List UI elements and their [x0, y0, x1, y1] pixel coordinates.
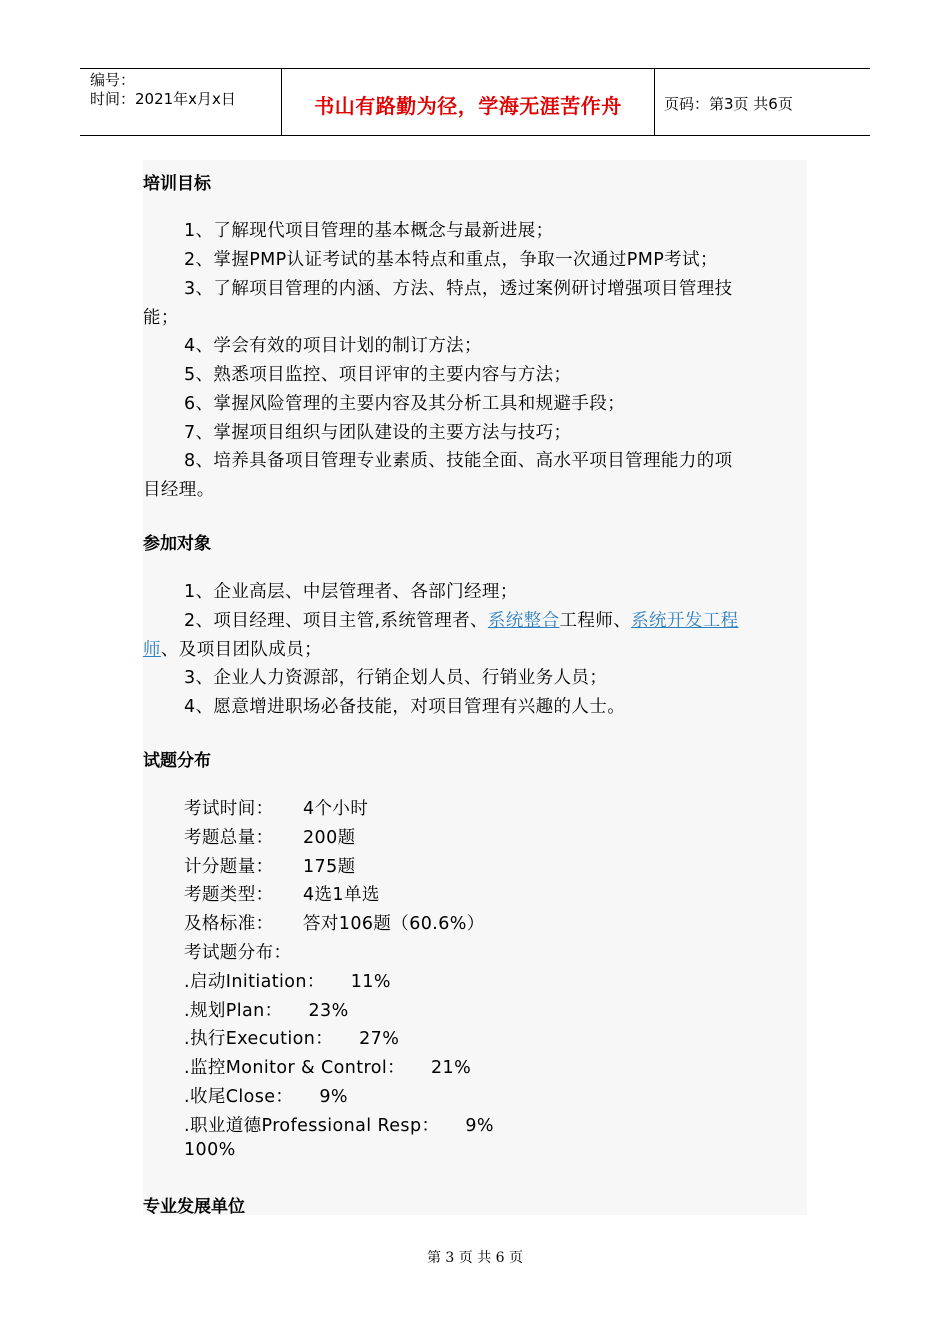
- goal-item: 3、了解项目管理的内涵、方法、特点，透过案例研讨增强项目管理技: [184, 279, 733, 299]
- dist-label: .监控Monitor & Control：: [184, 1058, 406, 1078]
- exam-row-label: 及格标准：: [184, 914, 274, 934]
- exam-row: [184, 853, 356, 878]
- header-divider: [654, 68, 655, 136]
- exam-row-label: 考题类型：: [184, 885, 274, 905]
- dist-row: [184, 1083, 348, 1108]
- goal-item: 7、掌握项目组织与团队建设的主要方法与技巧；: [184, 423, 572, 443]
- exam-row-label: 考试时间：: [184, 799, 274, 819]
- exam-dist-title: 考试题分布：: [184, 943, 292, 963]
- document-body: [143, 160, 807, 1215]
- dist-row: [184, 997, 349, 1022]
- number-label: 编号：: [90, 71, 136, 89]
- audience-text: 2、项目经理、项目主管,系统管理者、: [184, 611, 488, 631]
- goal-item: 能；: [143, 308, 179, 328]
- goal-item: 4、学会有效的项目计划的制订方法；: [184, 336, 482, 356]
- dist-label: .启动Initiation：: [184, 972, 325, 992]
- goal-item: 5、熟悉项目监控、项目评审的主要内容与方法；: [184, 365, 572, 385]
- goal-item: 6、掌握风险管理的主要内容及其分析工具和规避手段；: [184, 394, 626, 414]
- dist-label: .职业道德Professional Resp：: [184, 1116, 440, 1136]
- dist-label: .规划Plan：: [184, 1001, 283, 1021]
- exam-row-value: 4个小时: [303, 799, 369, 819]
- exam-row: [184, 881, 380, 906]
- dist-value: 27%: [359, 1029, 400, 1049]
- dist-row: [184, 968, 391, 993]
- dist-value: 23%: [308, 1001, 349, 1021]
- dist-value: 21%: [431, 1058, 472, 1078]
- header-bottom-rule: [80, 135, 870, 136]
- link-system-development[interactable]: 师: [143, 640, 161, 660]
- audience-text: 工程师、: [559, 611, 632, 631]
- goal-item: 1、了解现代项目管理的基本概念与最新进展；: [184, 221, 554, 241]
- dist-total: 100%: [184, 1140, 236, 1160]
- dist-row: [184, 1054, 471, 1079]
- exam-row-value: 200题: [303, 828, 356, 848]
- dist-row: [184, 1112, 494, 1137]
- header-page-info: 页码：第3页 共6页: [664, 95, 793, 113]
- exam-row-value: 175题: [303, 857, 356, 877]
- date-label: 时间：2021年x月x日: [90, 90, 236, 108]
- dist-label: .执行Execution：: [184, 1029, 334, 1049]
- section-title-audience: 参加对象: [143, 534, 211, 554]
- exam-row: [184, 910, 485, 935]
- header-meta: [90, 71, 236, 109]
- audience-item: [184, 607, 739, 632]
- exam-row: [184, 795, 368, 820]
- goal-item: 目经理。: [143, 480, 215, 500]
- dist-row: [184, 1025, 399, 1050]
- section-title-exam: 试题分布: [143, 751, 211, 771]
- exam-row: [184, 824, 356, 849]
- dist-value: 9%: [465, 1116, 494, 1136]
- goal-item: 8、培养具备项目管理专业素质、技能全面、高水平项目管理能力的项: [184, 451, 733, 471]
- audience-item: 1、企业高层、中层管理者、各部门经理；: [184, 582, 518, 602]
- section-title-goals: 培训目标: [143, 174, 211, 194]
- exam-row-label: 考题总量：: [184, 828, 274, 848]
- page-footer: 第 3 页 共 6 页: [426, 1250, 524, 1266]
- audience-item: [143, 636, 322, 661]
- audience-item: 3、企业人力资源部，行销企划人员、行销业务人员；: [184, 668, 608, 688]
- dist-label: .收尾Close：: [184, 1087, 294, 1107]
- audience-item: 4、愿意增进职场必备技能，对项目管理有兴趣的人士。: [184, 697, 626, 717]
- exam-row-value: 答对106题（60.6%）: [303, 914, 485, 934]
- link-system-integration[interactable]: 系统整合: [487, 611, 560, 631]
- audience-text: 、及项目团队成员；: [160, 640, 323, 660]
- header-motto: 书山有路勤为径，学海无涯苦作舟: [314, 94, 622, 118]
- exam-row-value: 4选1单选: [303, 885, 380, 905]
- dist-value: 11%: [350, 972, 391, 992]
- goal-item: 2、掌握PMP认证考试的基本特点和重点，争取一次通过PMP考试；: [184, 250, 718, 270]
- header-top-rule: [80, 68, 870, 69]
- section-title-dev: 专业发展单位: [143, 1197, 245, 1217]
- link-system-development[interactable]: 系统开发工程: [631, 611, 739, 631]
- dist-value: 9%: [319, 1087, 348, 1107]
- exam-row-label: 计分题量：: [184, 857, 274, 877]
